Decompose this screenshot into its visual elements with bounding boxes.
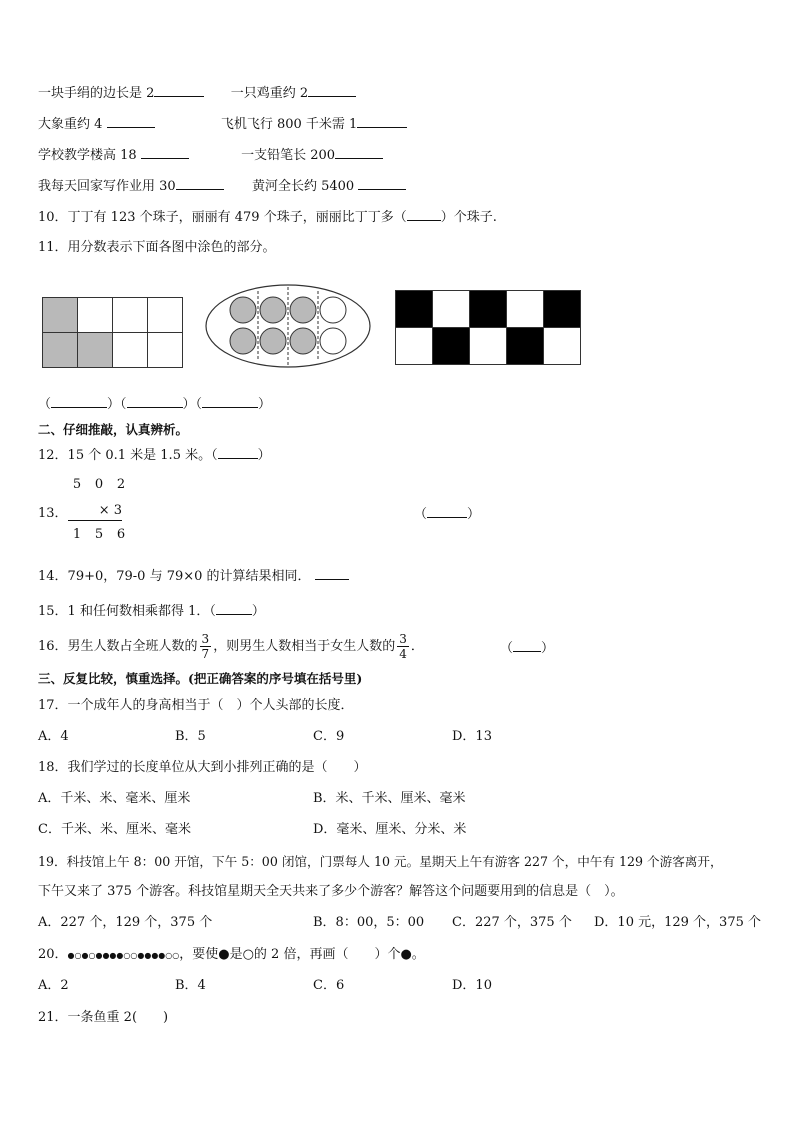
answer-blank[interactable] <box>127 395 183 408</box>
circle-shaded <box>260 297 286 323</box>
option[interactable]: B．8：00，5：00 <box>313 915 425 930</box>
question-19-line-1: 19．科技馆上午 8：00 开馆，下午 5：00 闭馆，门票每人 10 元。星期天上午有游客 227 个，中午有 129 个游客离开， <box>38 854 723 869</box>
question-19-line-2: 下午又来了 375 个游客。科技馆星期天全天共来了多少个游客？解答这个问题要用到的信息是（ ）。 <box>38 884 624 899</box>
paren: ） <box>467 507 481 522</box>
checkerboard-figure <box>395 290 581 366</box>
paren: ）（ <box>182 397 203 412</box>
fraction-denominator: 7 <box>201 647 210 661</box>
grid-cell <box>113 298 148 333</box>
question-text: ，要使●是○的 2 倍，再画（ ）个●。 <box>179 947 425 962</box>
question-13-label: 13． <box>38 506 68 521</box>
question-label: 20． <box>38 947 68 962</box>
question-text: ． <box>410 639 424 654</box>
conversion-item: 一支铅笔长 200 <box>241 148 336 163</box>
paren: （ <box>500 641 514 656</box>
circle-shaded <box>290 328 316 354</box>
digit: 0 <box>94 477 104 492</box>
fraction-denominator: 4 <box>399 647 407 661</box>
conversion-row-3 <box>38 146 383 165</box>
circle-empty <box>320 328 346 354</box>
answer-blank[interactable] <box>107 115 155 128</box>
option[interactable]: D．10 <box>452 978 492 993</box>
answer-blank[interactable] <box>427 505 467 518</box>
paren: ） <box>258 397 272 412</box>
option[interactable]: A．2 <box>38 978 69 993</box>
grid-cell <box>78 298 113 333</box>
dots-sequence: ●○●○●●●●○○●●●●○○ <box>67 951 180 960</box>
conversion-item: 我每天回家写作业用 30 <box>38 179 176 194</box>
conversion-item: 一只鸡重约 2 <box>230 86 309 101</box>
shaded-grid-figure <box>42 297 184 369</box>
question-text: 16．男生人数占全班人数的 <box>38 639 198 654</box>
q11-answer-row <box>38 395 271 414</box>
option[interactable]: A．227 个，129 个，375 个 <box>38 915 213 930</box>
calc-multiplier-row: × 3 <box>68 502 122 521</box>
answer-blank[interactable] <box>218 446 258 459</box>
question-text: ）个珠子. <box>440 210 497 225</box>
fraction-numerator: 3 <box>201 632 210 646</box>
grid-cell <box>113 333 148 368</box>
question-12 <box>38 446 271 465</box>
paren: ） <box>541 641 555 656</box>
answer-blank[interactable] <box>141 146 189 159</box>
fraction-3-4 <box>397 632 409 661</box>
circle-empty <box>320 297 346 323</box>
digit: 5 <box>72 477 82 492</box>
digit: 2 <box>116 477 126 492</box>
circle-shaded <box>230 297 256 323</box>
question-text: 10．丁丁有 123 个珠子，丽丽有 479 个珠子，丽丽比丁丁多（ <box>38 210 407 225</box>
question-17: 17．一个成年人的身高相当于（ ）个人头部的长度． <box>38 698 354 713</box>
question-text: 11．用分数表示下面各图中涂色的部分。 <box>38 240 276 255</box>
conversion-item: 黄河全长约 5400 <box>251 179 355 194</box>
circle-shaded <box>290 297 316 323</box>
question-text: ，则男生人数相当于女生人数的 <box>213 639 396 654</box>
paren: （ <box>414 507 428 522</box>
option[interactable]: C．9 <box>313 729 345 744</box>
question-text: ） <box>251 604 265 619</box>
answer-blank[interactable] <box>176 177 224 190</box>
option[interactable]: A．4 <box>38 729 69 744</box>
question-16 <box>38 630 424 664</box>
answer-blank[interactable] <box>216 602 252 615</box>
oval-circles-figure <box>204 283 372 369</box>
question-14 <box>38 567 349 586</box>
paren: （ <box>38 397 52 412</box>
question-11 <box>38 239 276 257</box>
calc-result-row <box>66 527 132 542</box>
conversion-row-1 <box>38 84 356 103</box>
fraction-3-7 <box>200 632 212 661</box>
option[interactable]: B．5 <box>175 729 206 744</box>
option[interactable]: D．毫米、厘米、分米、米 <box>313 822 467 837</box>
conversion-item: 一块手绢的边长是 2 <box>38 86 155 101</box>
q13-answer <box>414 505 480 524</box>
conversion-item: 学校教学楼高 18 <box>38 148 137 163</box>
conversion-row-2 <box>38 115 407 134</box>
checker-cell <box>470 291 507 328</box>
question-20 <box>38 946 425 965</box>
checker-cell <box>544 291 581 328</box>
option[interactable]: C．千米、米、厘米、毫米 <box>38 822 191 837</box>
digit: 5 <box>94 527 104 542</box>
answer-blank[interactable] <box>358 177 406 190</box>
option[interactable]: B．米、千米、厘米、毫米 <box>313 791 466 806</box>
answer-blank[interactable] <box>407 208 441 221</box>
checker-cell <box>396 328 433 365</box>
question-text: 12．15 个 0.1 米是 1.5 米。（ <box>38 448 218 463</box>
digit: 6 <box>116 527 126 542</box>
conversion-item: 飞机飞行 800 千米需 1 <box>220 117 358 132</box>
answer-blank[interactable] <box>51 395 107 408</box>
answer-blank[interactable] <box>513 639 541 652</box>
answer-blank[interactable] <box>202 395 258 408</box>
answer-blank[interactable] <box>154 84 204 97</box>
checker-cell <box>433 291 470 328</box>
circle-shaded <box>260 328 286 354</box>
circle-shaded <box>230 328 256 354</box>
grid-cell <box>78 333 113 368</box>
grid-cell <box>148 333 183 368</box>
question-18: 18．我们学过的长度单位从大到小排列正确的是（ ） <box>38 760 367 775</box>
q16-answer <box>500 639 554 658</box>
option[interactable]: D．10 元，129 个，375 个 <box>594 915 761 930</box>
checker-cell <box>507 328 544 365</box>
fraction-numerator: 3 <box>399 632 407 646</box>
option[interactable]: D．13 <box>452 729 492 744</box>
question-text: ） <box>257 448 271 463</box>
question-text: 14．79+0，79-0 与 79×0 的计算结果相同． <box>38 569 311 584</box>
checker-cell <box>507 291 544 328</box>
question-10 <box>38 208 497 227</box>
option[interactable]: C．227 个，375 个 <box>452 915 572 930</box>
grid-cell <box>43 298 78 333</box>
section-heading: 二、仔细推敲，认真辨析。 <box>38 422 189 437</box>
option[interactable]: B．4 <box>175 978 206 993</box>
question-15 <box>38 602 265 621</box>
option[interactable]: C．6 <box>313 978 345 993</box>
question-text: 15．1 和任何数相乘都得 1．（ <box>38 604 216 619</box>
option[interactable]: A．千米、米、毫米、厘米 <box>38 791 191 806</box>
answer-blank[interactable] <box>335 146 383 159</box>
grid-cell <box>43 333 78 368</box>
answer-blank[interactable] <box>315 567 349 580</box>
calc-top-row <box>66 477 132 492</box>
conversion-item: 大象重约 4 <box>38 117 103 132</box>
checker-cell <box>470 328 507 365</box>
grid-cell <box>148 298 183 333</box>
checker-cell <box>433 328 470 365</box>
conversion-row-4 <box>38 177 406 196</box>
section-heading: 三、反复比较，慎重选择。(把正确答案的序号填在括号里) <box>38 671 363 686</box>
paren: ）（ <box>107 397 127 412</box>
checker-cell <box>396 291 433 328</box>
answer-blank[interactable] <box>357 115 407 128</box>
question-21: 21．一条鱼重 2( ) <box>38 1010 169 1025</box>
digit: 1 <box>72 527 82 542</box>
checker-cell <box>544 328 581 365</box>
answer-blank[interactable] <box>308 84 356 97</box>
